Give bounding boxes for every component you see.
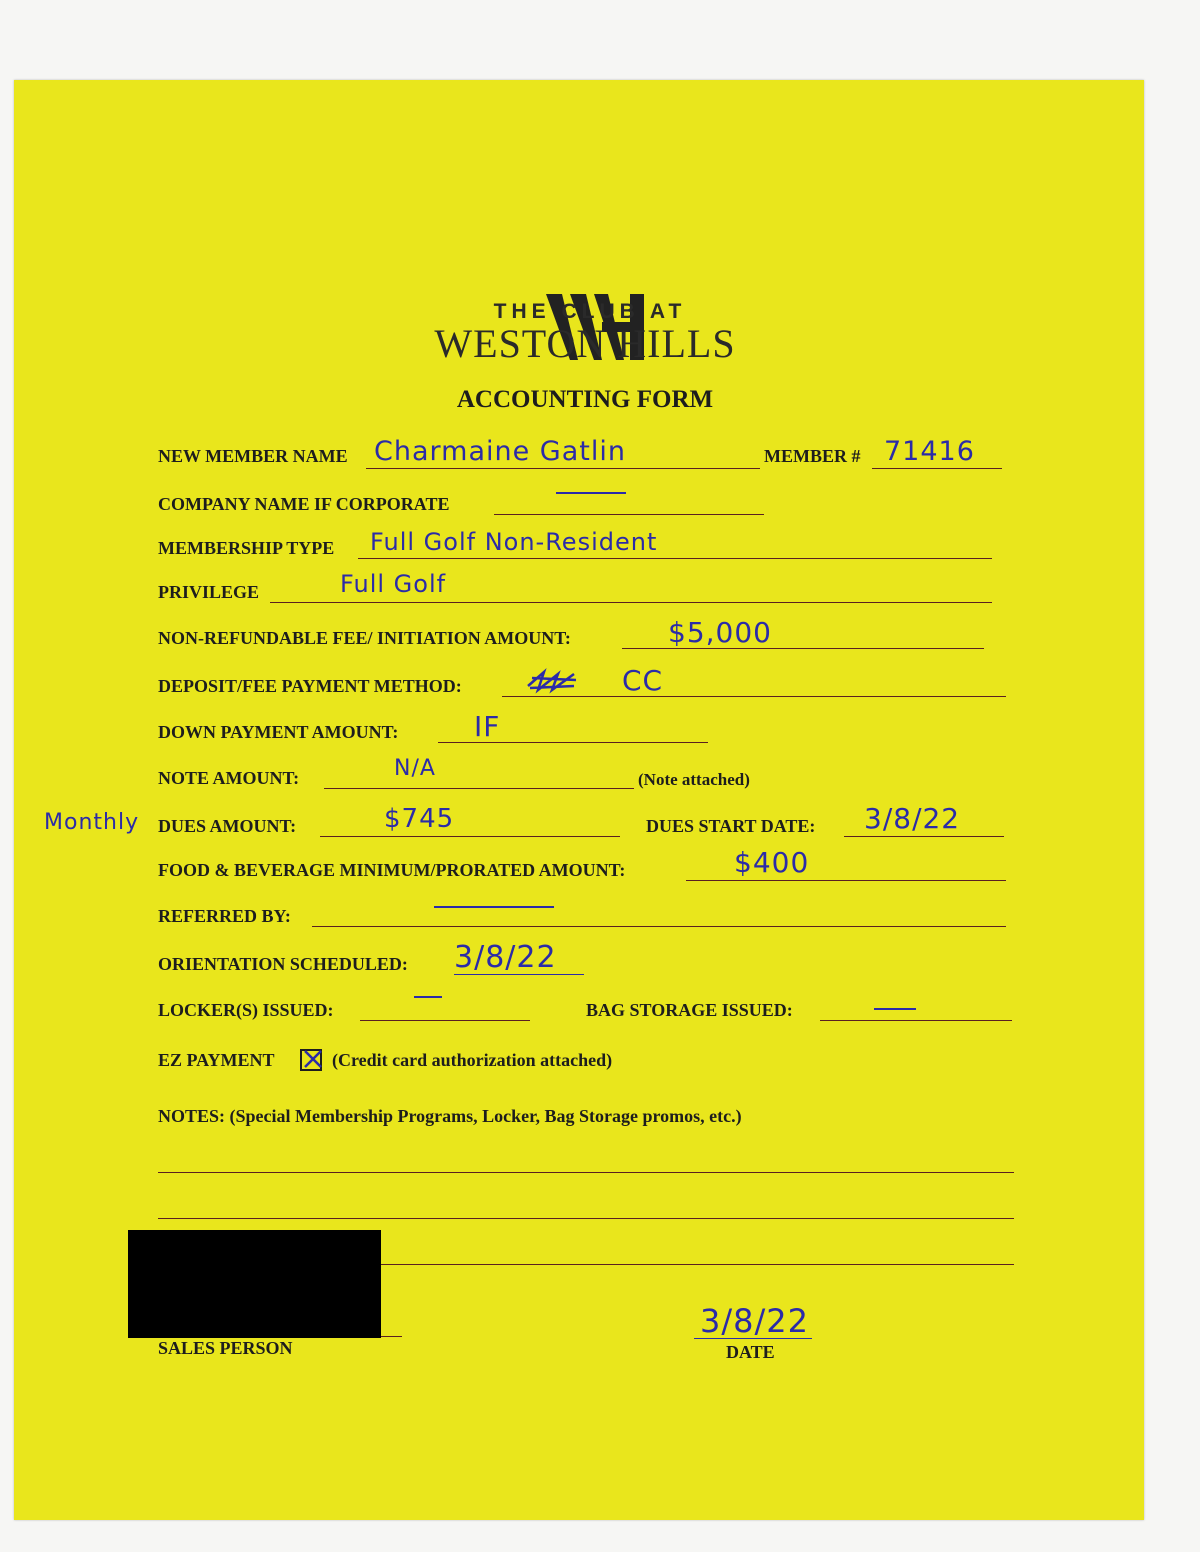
dues-start-line xyxy=(844,836,1004,837)
payment-method-value: CC xyxy=(622,664,664,697)
bag-storage-label: BAG STORAGE ISSUED: xyxy=(586,1000,793,1020)
payment-method-line xyxy=(502,696,1006,697)
food-beverage-line xyxy=(686,880,1006,881)
member-number-label: MEMBER # xyxy=(764,446,861,466)
referred-by-line xyxy=(312,926,1006,927)
orientation-label: ORIENTATION SCHEDULED: xyxy=(158,954,408,974)
member-number-value: 71416 xyxy=(884,436,975,467)
note-amount-line xyxy=(324,788,634,789)
new-member-name-label: NEW MEMBER NAME xyxy=(158,446,348,466)
privilege-value: Full Golf xyxy=(340,570,447,598)
dues-amount-value: $745 xyxy=(384,804,455,834)
club-name-line1: THE CLUB AT xyxy=(493,300,687,323)
cc-authorization-label: (Credit card authorization attached) xyxy=(332,1050,613,1070)
company-name-dash xyxy=(556,492,626,494)
form-title: ACCOUNTING FORM xyxy=(456,386,714,413)
referred-by-label: REFERRED BY: xyxy=(158,906,291,926)
date-value: 3/8/22 xyxy=(700,1302,809,1340)
ez-payment-label: EZ PAYMENT xyxy=(158,1050,275,1070)
dues-start-value: 3/8/22 xyxy=(864,802,961,835)
note-amount-label: NOTE AMOUNT: xyxy=(158,768,300,788)
notes-line-2 xyxy=(158,1218,1014,1219)
company-name-label: COMPANY NAME IF CORPORATE xyxy=(158,494,450,514)
privilege-line xyxy=(270,602,992,603)
notes-line-1 xyxy=(158,1172,1014,1173)
referred-by-dash xyxy=(434,906,554,908)
food-beverage-value: $400 xyxy=(734,846,810,879)
bag-storage-dash xyxy=(874,1008,916,1010)
date-label: DATE xyxy=(726,1342,775,1362)
food-beverage-label: FOOD & BEVERAGE MINIMUM/PRORATED AMOUNT: xyxy=(158,860,626,880)
dues-start-label: DUES START DATE: xyxy=(646,816,816,836)
lockers-dash xyxy=(414,996,442,998)
privilege-label: PRIVILEGE xyxy=(158,582,260,602)
bag-storage-line xyxy=(820,1020,1012,1021)
lockers-label: LOCKER(S) ISSUED: xyxy=(158,1000,334,1020)
initiation-amount-value: $5,000 xyxy=(668,616,772,649)
membership-type-value: Full Golf Non-Resident xyxy=(370,528,658,556)
membership-type-line xyxy=(358,558,992,559)
redaction-box xyxy=(128,1230,381,1338)
note-attached-label: (Note attached) xyxy=(638,770,750,789)
initiation-amount-label: NON-REFUNDABLE FEE/ INITIATION AMOUNT: xyxy=(158,628,571,648)
scribble-mark xyxy=(524,668,594,694)
sales-person-label: SALES PERSON xyxy=(158,1338,293,1358)
down-payment-value: IF xyxy=(474,710,501,743)
club-name-line2: WESTON HILLS xyxy=(434,321,736,366)
dues-amount-label: DUES AMOUNT: xyxy=(158,816,297,836)
down-payment-label: DOWN PAYMENT AMOUNT: xyxy=(158,722,399,742)
orientation-underline xyxy=(454,974,584,975)
member-number-line xyxy=(872,468,1002,469)
orientation-value: 3/8/22 xyxy=(454,940,557,975)
date-line xyxy=(694,1338,812,1339)
lockers-line xyxy=(360,1020,530,1021)
dues-prefix-value: Monthly xyxy=(44,810,140,835)
notes-label: NOTES: (Special Membership Programs, Locker, Bag Storage promos, etc.) xyxy=(158,1106,742,1126)
new-member-name-line xyxy=(366,468,760,469)
note-amount-value: N/A xyxy=(394,756,436,781)
membership-type-label: MEMBERSHIP TYPE xyxy=(158,538,335,558)
new-member-name-value: Charmaine Gatlin xyxy=(374,436,626,467)
payment-method-label: DEPOSIT/FEE PAYMENT METHOD: xyxy=(158,676,462,696)
dues-amount-line xyxy=(320,836,620,837)
company-name-line xyxy=(494,514,764,515)
check-x-icon xyxy=(302,1048,326,1070)
